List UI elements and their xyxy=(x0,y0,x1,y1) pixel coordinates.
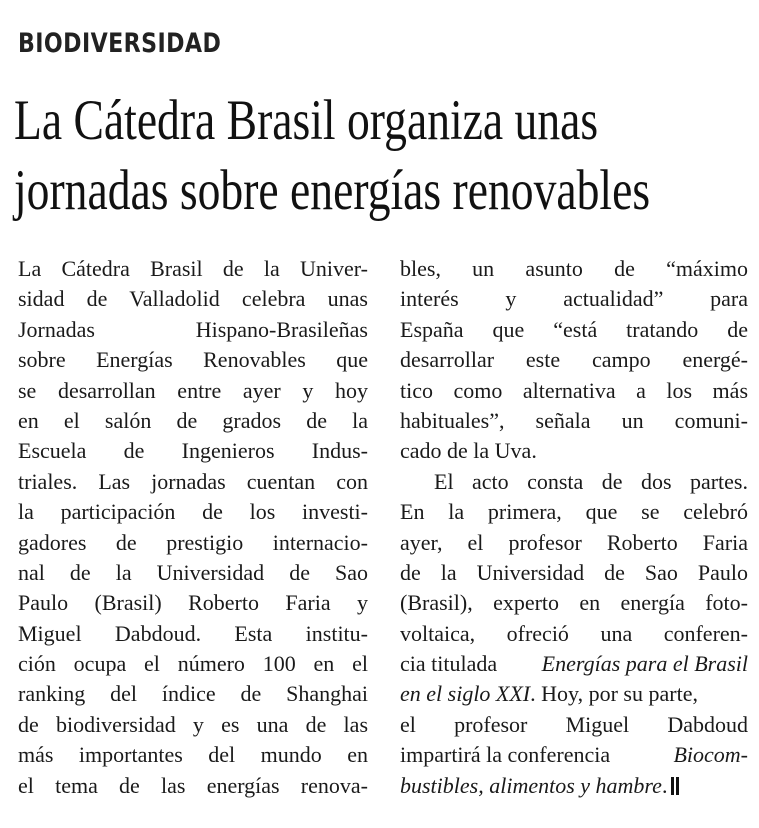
text-line: ranking del índice de Shanghai xyxy=(18,681,368,707)
right-column-lines xyxy=(400,254,748,679)
text-line: el tema de las energías renova- xyxy=(18,772,368,798)
text-line: habituales”, señala un comuni- xyxy=(400,407,748,433)
text-line: ción ocupa el número 100 en el xyxy=(18,651,368,677)
text-line: en el salón de grados de la xyxy=(18,407,368,433)
text-line: se desarrollan entre ayer y hoy xyxy=(18,377,368,403)
text-line: la participación de los investi- xyxy=(18,499,368,525)
headline-line-2: jornadas sobre energías renovables xyxy=(14,159,651,222)
text-line: de la Universidad de Sao Paulo xyxy=(400,559,748,585)
text-line xyxy=(400,679,748,709)
conference-title-1-start: Energías para el Brasil xyxy=(541,651,748,677)
text-line: Paulo (Brasil) Roberto Faria y xyxy=(18,590,368,616)
text-line: (Brasil), experto en energía foto- xyxy=(400,590,748,616)
text-line: gadores de prestigio internacio- xyxy=(18,529,368,555)
text-line: nal de la Universidad de Sao xyxy=(18,559,368,585)
text-line xyxy=(400,740,748,770)
text-line: ayer, el profesor Roberto Faria xyxy=(400,529,748,555)
text-line: sidad de Valladolid celebra unas xyxy=(18,286,368,312)
text-line: tico como alternativa a los más xyxy=(400,377,748,403)
text-line: de biodiversidad y es una de las xyxy=(18,711,368,737)
end-of-article-mark xyxy=(671,777,679,795)
text-line: interés y actualidad” para xyxy=(400,286,748,312)
text-fragment: . Hoy, por su parte, xyxy=(530,681,698,707)
headline xyxy=(14,86,750,226)
text-line: España que “está tratando de xyxy=(400,316,748,342)
article-column-right xyxy=(400,254,748,801)
text-line: En la primera, que se celebró xyxy=(400,499,748,525)
text-line xyxy=(400,771,748,801)
text-line: Miguel Dabdoud. Esta institu- xyxy=(18,620,368,646)
text-line xyxy=(400,649,748,679)
text-line: sobre Energías Renovables que xyxy=(18,347,368,373)
text-fragment: . xyxy=(661,772,668,798)
text-line: bles, un asunto de “máximo xyxy=(400,256,748,281)
text-line: más importantes del mundo en xyxy=(18,742,368,768)
text-fragment: impartirá la conferencia xyxy=(400,742,611,768)
conference-title-2-cont: bustibles, alimentos y hambre xyxy=(400,772,662,798)
conference-title-2: Biocom- xyxy=(673,742,748,768)
text-line: triales. Las jornadas cuentan con xyxy=(18,468,368,494)
headline-line-1: La Cátedra Brasil organiza unas xyxy=(14,89,599,152)
text-line: el profesor Miguel Dabdoud xyxy=(400,711,748,737)
conference-title-1: en el siglo XXI xyxy=(400,681,531,707)
text-line: Escuela de Ingenieros Indus- xyxy=(18,438,368,464)
article-column-left xyxy=(18,254,368,801)
text-line: La Cátedra Brasil de la Univer- xyxy=(18,256,368,281)
text-line: El acto consta de dos partes. xyxy=(434,468,748,494)
text-line: Jornadas Hispano-Brasileñas xyxy=(18,316,368,342)
text-line: desarrollar este campo energé- xyxy=(400,347,748,373)
section-label: BIODIVERSIDAD xyxy=(18,28,222,59)
text-line: voltaica, ofreció una conferen- xyxy=(400,620,748,646)
text-line: cado de la Uva. xyxy=(400,438,537,464)
text-fragment: cia titulada xyxy=(400,651,498,677)
